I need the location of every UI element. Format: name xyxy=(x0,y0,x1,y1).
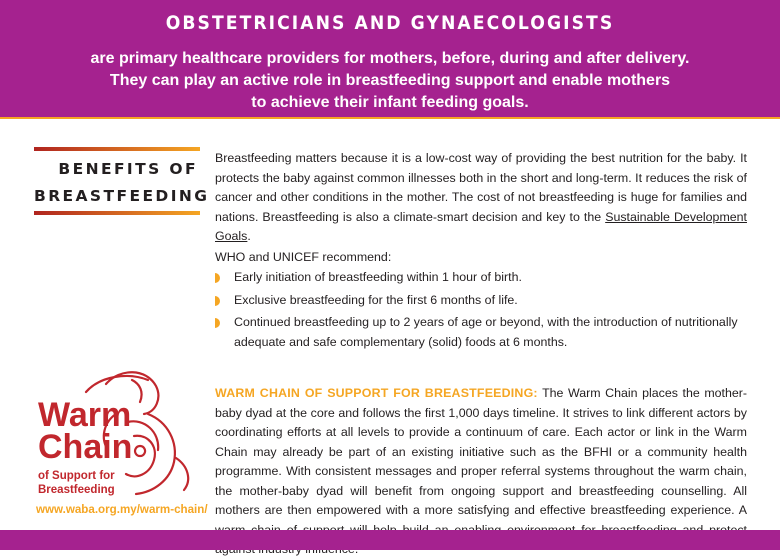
list-item xyxy=(215,313,747,352)
header-divider xyxy=(0,117,780,119)
footer-bar xyxy=(0,530,780,550)
recommend-intro: WHO and UNICEF recommend: xyxy=(215,250,392,264)
benefits-text: Breastfeeding matters because it is a low-cost way of providing the best nutrition for the baby. It protects the baby against common illnesses both in the short and long-term. It reduces the risk of cancer and other conditions in the mother. The cost of not breastfeeding is huge for families and nations. Breastfeeding is also a climate-smart decision and key to the xyxy=(215,151,747,224)
list-item-text: Exclusive breastfeeding for the first 6 months of life. xyxy=(234,292,518,307)
list-item xyxy=(215,291,747,311)
logo-subtitle-line1: of Support for xyxy=(38,470,115,482)
header-subtitle-line: They can play an active role in breastfeeding support and enable mothers xyxy=(109,72,671,89)
benefits-bottom-rule xyxy=(34,211,200,215)
benefits-text-end: . xyxy=(247,229,251,243)
header-title: OBSTETRICIANS AND GYNAECOLOGISTS xyxy=(165,13,615,34)
bullet-icon xyxy=(215,318,220,328)
benefits-heading xyxy=(34,156,210,210)
logo-word-chain: Chain xyxy=(38,428,133,466)
benefits-paragraph xyxy=(215,149,747,247)
benefits-heading-line2: BREASTFEEDING xyxy=(34,187,210,205)
list-item-text: Continued breastfeeding up to 2 years of age or beyond, with the introduction of nutritionally adequate and safe complementary (solid) foods at 6 months. xyxy=(234,315,738,349)
header-banner xyxy=(0,0,780,117)
logo-subtitle-line2: Breastfeeding xyxy=(38,484,115,496)
benefits-top-rule xyxy=(34,147,200,151)
warm-chain-heading: WARM CHAIN OF SUPPORT FOR BREASTFEEDING: xyxy=(215,386,538,400)
header-subtitle xyxy=(60,48,720,114)
logo-word-warm: Warm xyxy=(38,396,132,434)
list-item-text: Early initiation of breastfeeding within 1 hour of birth. xyxy=(234,270,522,284)
bullet-icon xyxy=(215,273,220,283)
warm-chain-url-link[interactable]: www.waba.org.my/warm-chain/ xyxy=(36,503,208,516)
warm-chain-logo xyxy=(28,362,208,522)
list-item xyxy=(215,268,747,288)
sdg-link[interactable]: Sustainable Development Goals xyxy=(215,209,747,243)
header-subtitle-line: are primary healthcare providers for mothers, before, during and after delivery. xyxy=(90,50,690,67)
benefits-heading-line1: BENEFITS OF xyxy=(58,160,198,178)
header-subtitle-line: to achieve their infant feeding goals. xyxy=(251,94,529,111)
warm-chain-body: The Warm Chain places the mother-baby dyad at the core and follows the first 1,000 days timeline. It strives to link different actors by coordinating efforts at all levels to provide a continuum of care. Each actor or link in the Warm Chain may already be part of an existing initiative such as the BFHI or a community health programme. With consistent messages and proper referral systems throughout the warm chain, the mother-baby dyad will benefit from ongoing support and breastfeeding counselling. All mothers are then empowered with a more satisfying and effective breastfeeding experience. A xyxy=(215,386,748,517)
bullet-icon xyxy=(215,296,220,306)
recommendation-list xyxy=(215,268,747,355)
